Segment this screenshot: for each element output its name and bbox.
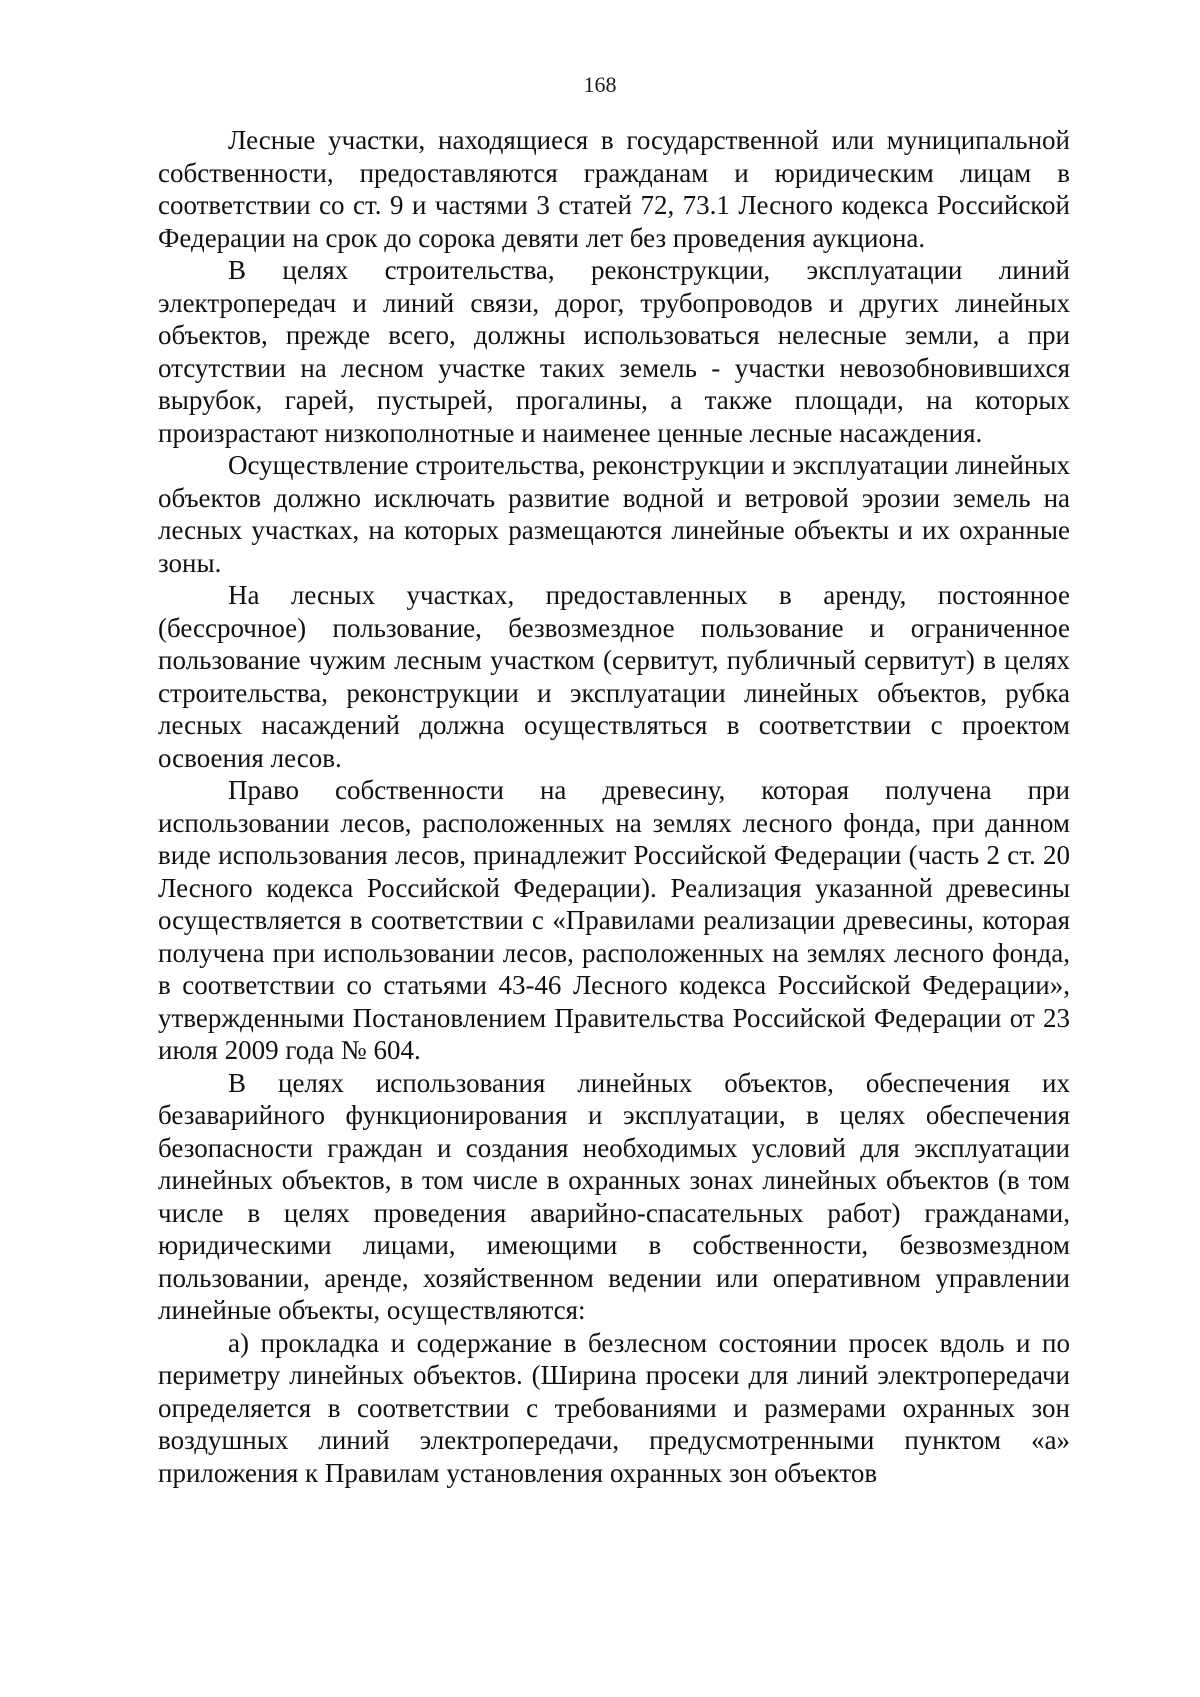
paragraph-linear-objects-operation: В целях использования линейных объектов, обеспечения их безаварийного функционирования и эксплуатации, в целях обеспечения безопасности граждан и создания необходимых условий для эксплуатации линейных объектов, в том числе в охранных зонах линейных объектов (в том числе в целях проведения аварийно-спасательных работ) гражданами, юридическими лицами, имеющими в собственности, безвозмездном пользовании, аренде, хозяйственном ведении или оперативном управлении линейные объекты, осуществляются: [158,1067,1070,1325]
paragraph-linear-objects-land-use: В целях строительства, реконструкции, эксплуатации линий электропередач и линий связи, дорог, трубопроводов и других линейных объектов, прежде всего, должны использоваться нелесные земли, а при отсутствии на лесном участке таких земель - участки невозобновившихся вырубок, гарей, пустырей, прогалины, а также площади, на которых произрастают низкополнотные и наименее ценные лесные насаждения. [158,255,1070,448]
paragraph-forest-plots-provision: Лесные участки, находящиеся в государственной или муниципальной собственности, предоставляются гражданам и юридическим лицам в соответствии со ст. 9 и частями 3 статей 72, 73.1 Лесного кодекса Российской Федерации на срок до сорока девяти лет без проведения аукциона. [158,125,1070,253]
paragraph-erosion-prevention: Осуществление строительства, реконструкции и эксплуатации линейных объектов должно исключать развитие водной и ветровой эрозии земель на лесных участках, на которых размещаются линейные объекты и их охранные зоны. [158,450,1070,578]
paragraph-clearings-item-a: а) прокладка и содержание в безлесном состоянии просек вдоль и по периметру линейных объектов. (Ширина просеки для линий электропередачи определяется в соответствии с требованиями и размерами охранных зон воздушных линий электропередачи, предусмотренными пунктом «а» приложения к Правилам установления охранных зон объектов [158,1327,1070,1488]
page-number: 168 [583,72,617,97]
paragraph-leased-plots-felling: На лесных участках, предоставленных в аренду, постоянное (бессрочное) пользование, безвозмездное пользование и ограниченное пользование чужим лесным участком (сервитут, публичный сервитут) в целях строительства, реконструкции и эксплуатации линейных объектов, рубка лесных насаждений должна осуществляться в соответствии с проектом освоения лесов. [158,580,1070,773]
paragraph-timber-ownership: Право собственности на древесину, которая получена при использовании лесов, расположенных на землях лесного фонда, при данном виде использования лесов, принадлежит Российской Федерации (часть 2 ст. 20 Лесного кодекса Российской Федерации). Реализация указанной древесины осуществляется в соответствии с «Правилами реализации древесины, которая получена при использовании лесов, расположенных на землях лесного фонда, в соответствии со статьями 43-46 Лесного кодекса Российской Федерации», утвержденными Постановлением Правительства Российской Федерации от 23 июля 2009 года № 604. [158,775,1070,1065]
document-body [158,124,1070,1489]
